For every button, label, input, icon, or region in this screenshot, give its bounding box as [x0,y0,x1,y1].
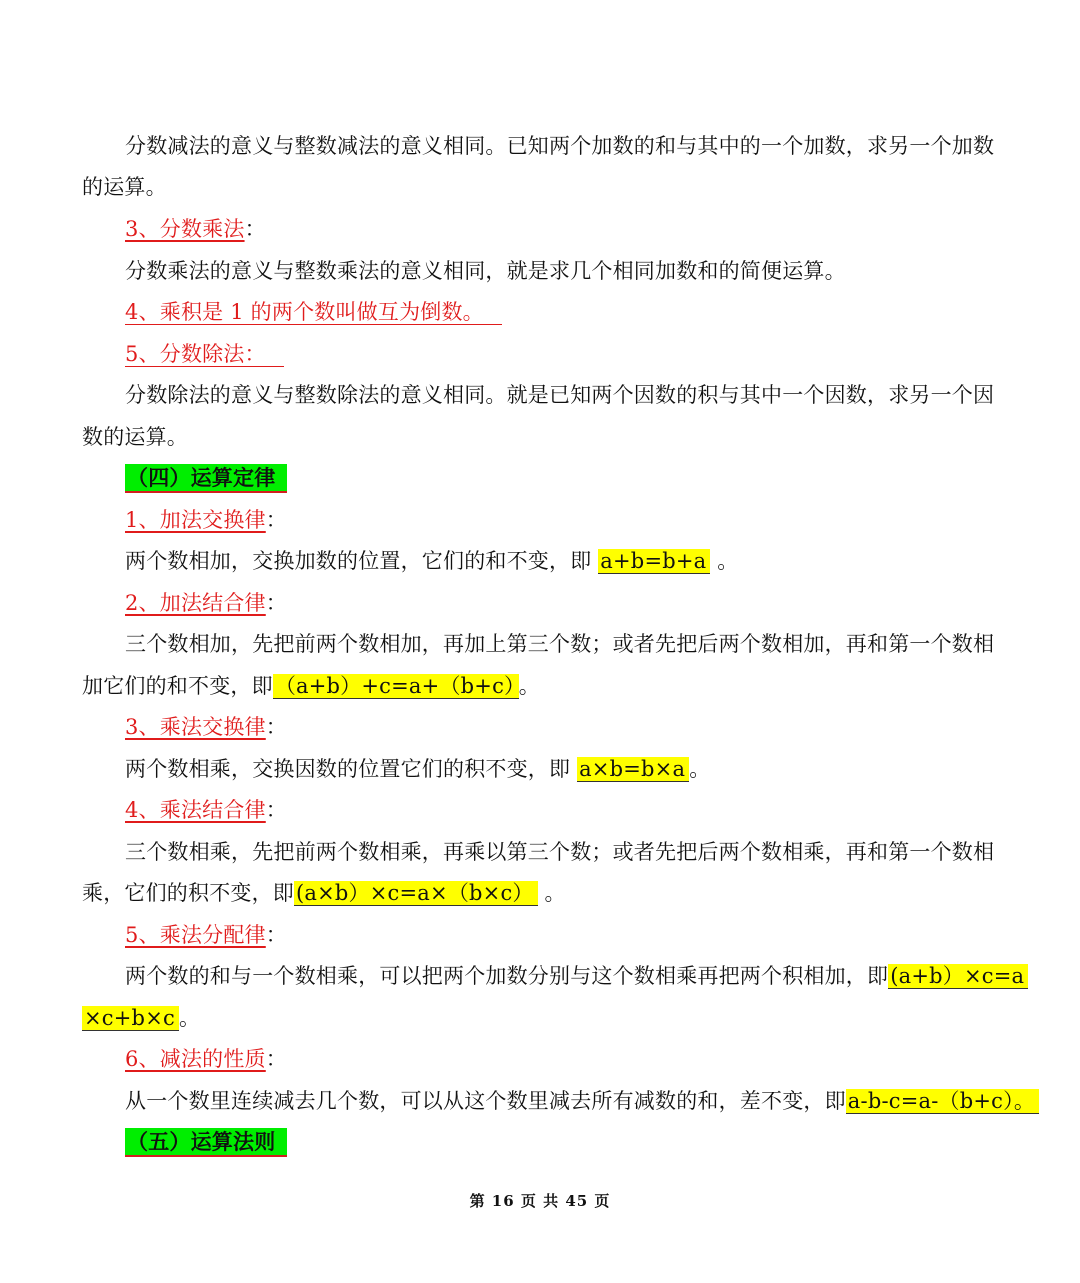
paragraph-multiplication-associative [125,838,1045,866]
heading-text: 6、减法的性质 [125,1047,266,1071]
formula-highlight: a-b-c=a-（b+c）。 [846,1089,1039,1114]
colon: ： [265,923,287,947]
text-run: 乘，它们的积不变，即 [82,881,294,905]
text-run: 从一个数里连续减去几个数，可以从这个数里减去所有减数的和，差不变，即 [125,1089,846,1113]
colon: ： [265,798,287,822]
section-heading-rules [125,1128,1045,1156]
text-run: 。 [710,549,739,573]
heading-text: 5、分数除法： [125,342,284,367]
heading-text: 3、分数乘法 [125,217,245,241]
heading-distributive [125,921,1045,949]
text-run: 三个数相加，先把前两个数相加，再加上第三个数；或者先把后两个数相加，再和第一个数相 [125,632,995,656]
text-run: 两个数的和与一个数相乘，可以把两个加数分别与这个数相乘再把两个积相加，即 [125,964,889,988]
text-run: 分数乘法的意义与整数乘法的意义相同，就是求几个相同加数和的简便运算。 [125,259,846,283]
text-run: 加它们的和不变，即 [82,674,273,698]
heading-text: 2、加法结合律 [125,591,266,615]
heading-subtraction-property [125,1045,1045,1073]
heading-text: 4、乘法结合律 [125,798,266,822]
text-run: 。 [689,757,711,781]
colon: ： [265,715,287,739]
formula-highlight: ×c+b×c [82,1006,179,1031]
heading-addition-associative [125,589,1045,617]
formula-highlight: （a+b）+c=a+（b+c） [273,674,519,699]
text-run: 数的运算。 [82,425,188,449]
paragraph-fraction-subtraction [125,132,1045,160]
heading-fraction-multiplication [125,215,1045,243]
text-run: 两个数相加，交换加数的位置，它们的和不变，即 [125,549,599,573]
heading-reciprocal [125,298,1045,326]
text-run: 三个数相乘，先把前两个数相乘，再乘以第三个数；或者先把后两个数相乘，再和第一个数相 [125,840,995,864]
heading-fraction-division [125,340,1045,368]
text-run: 两个数相乘，交换因数的位置它们的积不变，即 [125,757,578,781]
text-run: 。 [518,674,540,698]
paragraph-continuation [82,1004,1002,1032]
paragraph-continuation [82,423,1002,451]
paragraph-continuation [82,173,1002,201]
paragraph-addition-associative [125,630,1045,658]
heading-multiplication-commutative [125,713,1045,741]
section-heading-text: （五）运算法则 [125,1128,287,1157]
colon: ： [265,591,287,615]
paragraph-addition-commutative [125,547,1045,575]
formula-highlight: a+b=b+a [598,549,710,574]
heading-text: 5、乘法分配律 [125,923,266,947]
colon: ： [265,508,287,532]
paragraph-fraction-division [125,381,1045,409]
colon: ： [265,1047,287,1071]
formula-highlight: (a×b）×c=a×（b×c） [294,881,538,906]
paragraph-distributive [125,962,1045,990]
page-footer: 第 16 页 共 45 页 [469,1192,611,1210]
text-run: 分数减法的意义与整数减法的意义相同。已知两个加数的和与其中的一个加数，求另一个加数 [125,134,995,158]
colon: ： [244,217,266,241]
text-run: 的运算。 [82,175,167,199]
text-run: 分数除法的意义与整数除法的意义相同。就是已知两个因数的积与其中一个因数，求另一个因 [125,383,995,407]
heading-text: 4、乘积是 1 的两个数叫做互为倒数。 [125,300,502,325]
section-heading-text: （四）运算定律 [125,464,287,493]
text-run: 。 [537,881,566,905]
heading-text: 3、乘法交换律 [125,715,266,739]
paragraph-subtraction-property [125,1087,1045,1115]
formula-highlight: (a+b）×c=a [888,964,1028,989]
paragraph-fraction-multiplication [125,257,1045,285]
formula-highlight: a×b=b×a [577,757,689,782]
heading-text: 1、加法交换律 [125,508,266,532]
text-run: 。 [178,1006,201,1030]
heading-addition-commutative [125,506,1045,534]
paragraph-continuation [82,672,1002,700]
section-heading-laws [125,464,1045,492]
paragraph-continuation [82,879,1002,907]
heading-multiplication-associative [125,796,1045,824]
paragraph-multiplication-commutative [125,755,1045,783]
